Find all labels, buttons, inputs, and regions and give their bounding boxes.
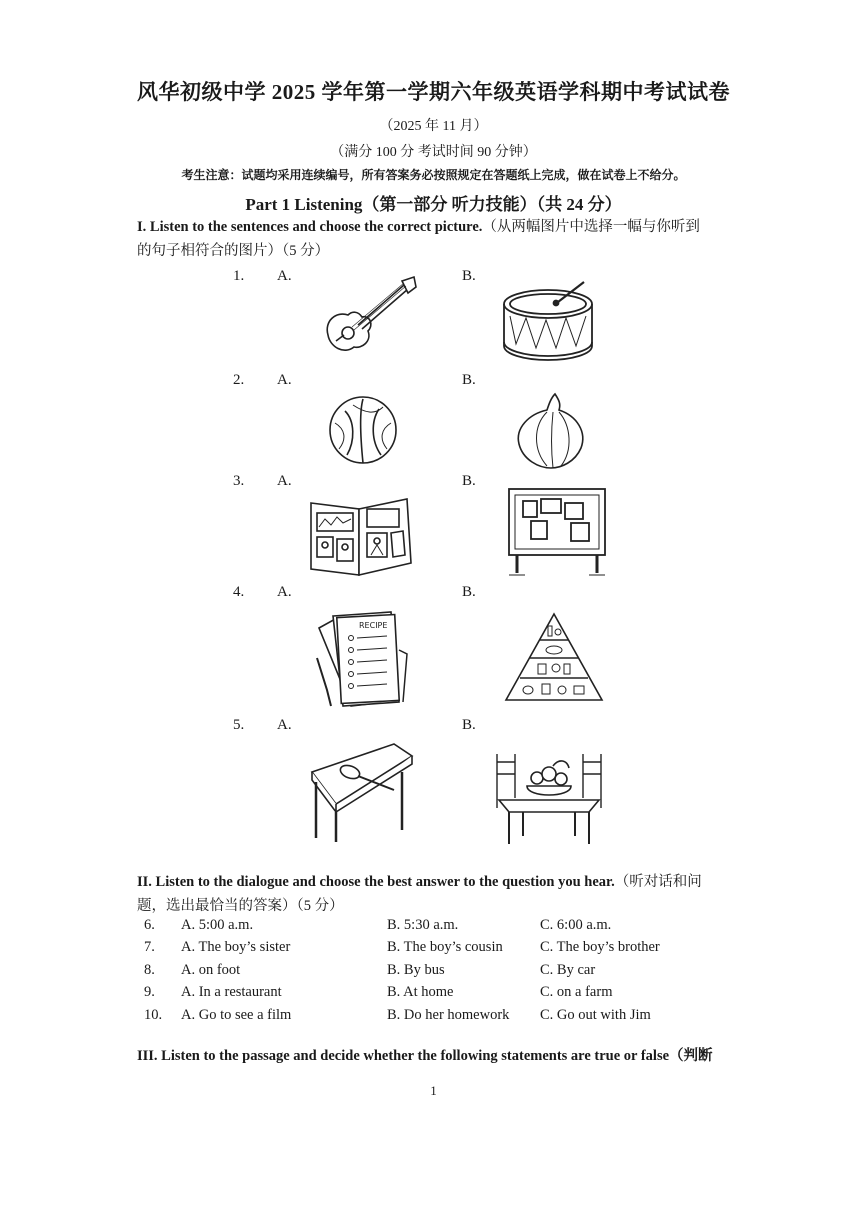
answer-option-a: A. Go to see a film <box>181 1007 292 1023</box>
answer-option-a: A. The boy’s sister <box>181 939 291 955</box>
question-number: 5. <box>233 717 245 733</box>
exam-date: （2025 年 11 月） <box>379 119 488 134</box>
question-number: 10. <box>144 1007 163 1023</box>
answer-option-c: C. on a farm <box>540 984 613 1000</box>
cabbage-icon <box>325 393 401 465</box>
question-number: 8. <box>144 962 155 978</box>
onion-icon <box>515 392 589 470</box>
spoon-table-icon <box>308 742 414 844</box>
section1-heading <box>137 215 737 263</box>
answer-option-a: A. 5:00 a.m. <box>181 917 254 933</box>
page-number: 1 <box>430 1083 437 1098</box>
option-b-label: B. <box>462 717 476 733</box>
option-a-label: A. <box>277 473 292 489</box>
question-number: 3. <box>233 473 245 489</box>
option-a-label: A. <box>277 268 292 284</box>
answer-option-c: C. By car <box>540 962 596 978</box>
recipe-icon <box>313 610 413 708</box>
question-number: 2. <box>233 372 245 388</box>
fruit-table-icon <box>493 748 605 846</box>
notice-board-icon <box>505 487 609 577</box>
question-number: 9. <box>144 984 155 1000</box>
section1-heading-en: I. Listen to the sentences and choose the correct picture. <box>137 219 483 235</box>
answer-option-b: B. The boy’s cousin <box>387 939 503 955</box>
section1-heading-cn2: 的句子相符合的图片）（5 分） <box>137 243 330 259</box>
answer-option-b: B. By bus <box>387 962 445 978</box>
question-number: 7. <box>144 939 155 955</box>
answer-option-c: C. 6:00 a.m. <box>540 917 612 933</box>
section2-heading-en: II. Listen to the dialogue and choose the best answer to the question you hear. <box>137 874 615 890</box>
option-b-label: B. <box>462 473 476 489</box>
guitar-icon <box>318 275 418 360</box>
option-a-label: A. <box>277 372 292 388</box>
question-number: 6. <box>144 917 155 933</box>
recipe-label: RECIPE <box>359 621 388 630</box>
section3-heading: III. Listen to the passage and decide whether the following statements are true or false（判断 <box>137 1048 713 1064</box>
option-b-label: B. <box>462 268 476 284</box>
answer-option-b: B. At home <box>387 984 454 1000</box>
section2-heading <box>137 870 737 918</box>
answer-option-a: A. on foot <box>181 962 241 978</box>
option-b-label: B. <box>462 584 476 600</box>
exam-score-time: （满分 100 分 考试时间 90 分钟） <box>330 145 537 160</box>
answer-option-b: B. 5:30 a.m. <box>387 917 459 933</box>
section1-heading-cn1: （从两幅图片中选择一幅与你听到 <box>482 219 700 235</box>
answer-option-a: A. In a restaurant <box>181 984 282 1000</box>
option-a-label: A. <box>277 584 292 600</box>
exam-title: 风华初级中学 2025 学年第一学期六年级英语学科期中考试试卷 <box>137 80 730 104</box>
option-b-label: B. <box>462 372 476 388</box>
option-a-label: A. <box>277 717 292 733</box>
drum-icon <box>500 280 596 364</box>
food-pyramid-icon <box>502 612 606 704</box>
photo-album-icon <box>307 493 415 577</box>
question-number: 4. <box>233 584 245 600</box>
question-number: 1. <box>233 268 245 284</box>
answer-option-b: B. Do her homework <box>387 1007 510 1023</box>
answer-option-c: C. Go out with Jim <box>540 1007 651 1023</box>
section2-heading-cn2: 题，选出最恰当的答案）（5 分） <box>137 898 344 914</box>
exam-notice: 考生注意：试题均采用连续编号，所有答案务必按照规定在答题纸上完成，做在试卷上不给分。 <box>181 168 686 182</box>
part-title: Part 1 Listening（第一部分 听力技能）（共 24 分） <box>245 195 622 214</box>
answer-option-c: C. The boy’s brother <box>540 939 660 955</box>
section2-heading-cn1: （听对话和问 <box>614 874 702 890</box>
